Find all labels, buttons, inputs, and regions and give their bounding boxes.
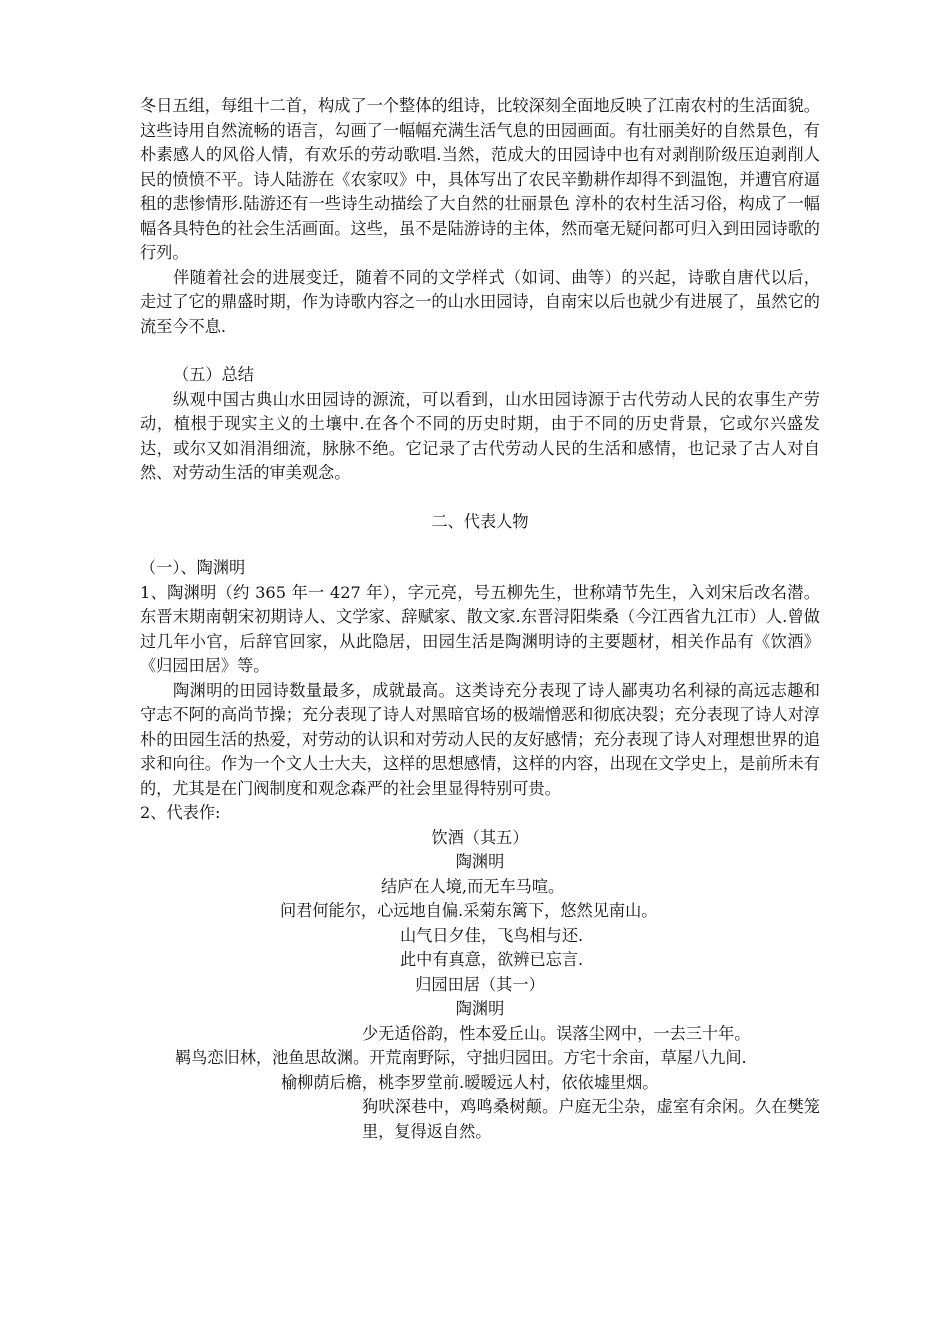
sub-heading-tao-yuanming: （一）、陶渊明 xyxy=(140,558,246,577)
poem-title: 饮酒（其五） xyxy=(431,827,529,847)
poem-line: 结庐在人境,而无车马喧。 xyxy=(381,876,565,896)
paragraph-biography: 1、陶渊明（约 365 年一 427 年），字元亮，号五柳先生，世称靖节先生，入刘宋后改名潜。东晋末期南朝宋初期诗人、文学家、辞赋家、散文家.东晋浔阳柴桑（今江西省九江市）人.曾做过几年小官，后辞官回家，从此隐居，田园生活是陶渊明诗的主要题材，相关作品有《饮酒》《归园田居》等。 xyxy=(140,582,820,675)
document-body xyxy=(140,94,820,1144)
section-heading-representatives: 二、代表人物 xyxy=(431,511,529,531)
poem-line: 山气日夕佳，飞鸟相与还. xyxy=(400,925,584,945)
paragraph-summary: 纵观中国古典山水田园诗的源流，可以看到，山水田园诗源于古代劳动人民的农事生产劳动，植根于现实主义的土壤中.在各个不同的历史时期，由于不同的历史背景，它或尔兴盛发达，或尔又如涓涓细流，脉脉不绝。它记录了古代劳动人民的生活和感情，也记录了古人对自然、对劳动生活的审美观念。 xyxy=(140,389,820,482)
poem-line: 羁鸟恋旧林，池鱼思故渊。开荒南野际，守拙归园田。方宅十余亩，草屋八九间. xyxy=(175,1048,747,1067)
spacer xyxy=(140,534,820,556)
poem-line: 此中有真意，欲辨已忘言. xyxy=(400,950,584,969)
poem-title: 归园田居（其一） xyxy=(415,974,545,994)
poem-line: 问君何能尔，心远地自偏.采菊东篱下，悠然见南山。 xyxy=(280,901,658,920)
spacer xyxy=(140,339,820,363)
poem-line: 狗吠深巷中，鸡鸣桑树颠。户庭无尘杂，虚室有余闲。久在樊笼里，复得返自然。 xyxy=(362,1097,820,1141)
poem-line: 少无适俗韵，性本爱丘山。误落尘网中，一去三十年。 xyxy=(362,1023,751,1043)
works-label: 2、代表作: xyxy=(140,803,221,822)
spacer xyxy=(140,486,820,510)
summary-heading: （五）总结 xyxy=(173,365,254,384)
paragraph-fancheng-da-lu-you: 冬日五组，每组十二首，构成了一个整体的组诗，比较深刻全面地反映了江南农村的生活面貌。这些诗用自然流畅的语言，勾画了一幅幅充满生活气息的田园画面。有壮丽美好的自然景色，有朴素感人的风俗人情，有欢乐的劳动歌唱.当然，范成大的田园诗中也有对剥削阶级压迫剥削人民的愤愤不平。诗人陆游在《农家叹》中，具体写出了农民辛勤耕作却得不到温饱，并遭官府逼租的悲惨情形.陆游还有一些诗生动描绘了大自然的壮丽景色 淳朴的农村生活习俗，构成了一幅幅各具特色的社会生活画面。这些，虽不是陆游诗的主体，然而毫无疑问都可归入到田园诗歌的行列。 xyxy=(140,96,820,262)
paragraph-decline: 伴随着社会的进展变迁，随着不同的文学样式（如词、曲等）的兴起，诗歌自唐代以后，走过了它的鼎盛时期，作为诗歌内容之一的山水田园诗，自南宋以后也就少有进展了，虽然它的流至今不息. xyxy=(140,267,820,336)
poem-author: 陶渊明 xyxy=(455,852,505,871)
poem-author: 陶渊明 xyxy=(455,999,505,1018)
paragraph-evaluation: 陶渊明的田园诗数量最多，成就最高。这类诗充分表现了诗人鄙夷功名利禄的高远志趣和守志不阿的高尚节操；充分表现了诗人对黑暗官场的极端憎恶和彻底决裂；充分表现了诗人对淳朴的田园生活的热爱，对劳动的认识和对劳动人民的友好感情；充分表现了诗人对理想世界的追求和向往。作为一个文人士大夫，这样的思想感情，这样的内容，出现在文学史上，是前所未有的，尤其是在门阀制度和观念森严的社会里显得特别可贵。 xyxy=(140,680,820,798)
poem-line: 榆柳荫后檐，桃李罗堂前.暧暧远人村，依依墟里烟。 xyxy=(281,1072,659,1092)
